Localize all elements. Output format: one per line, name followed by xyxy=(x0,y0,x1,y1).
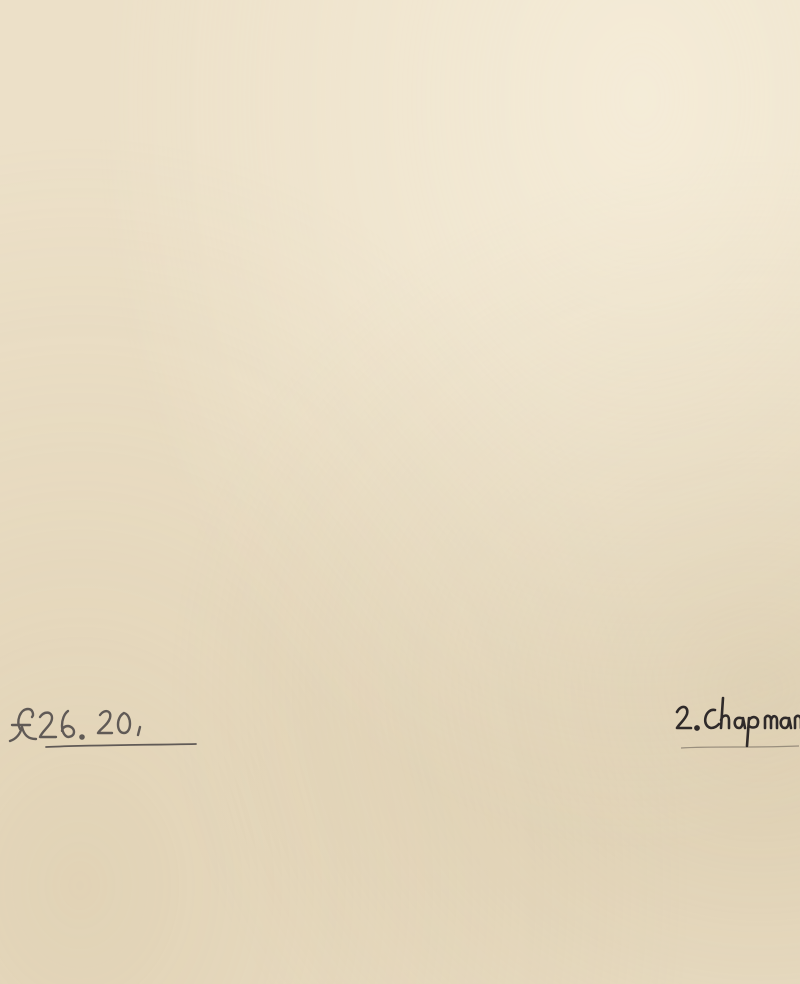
handwritten-price-annotation xyxy=(6,695,206,755)
handwritten-buyer-annotation xyxy=(673,690,800,760)
